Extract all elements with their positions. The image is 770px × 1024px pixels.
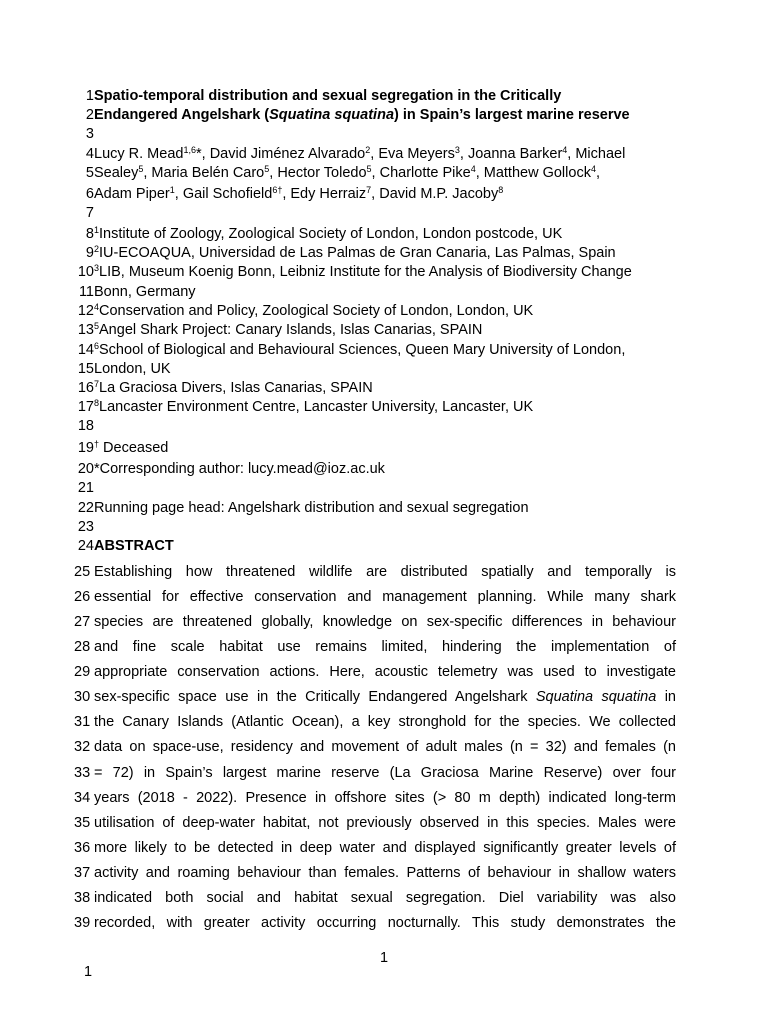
blank-line <box>84 205 94 222</box>
line-number: 16 <box>77 380 94 396</box>
line-number: 19 <box>77 440 94 456</box>
affiliation-7 <box>77 379 373 397</box>
abstract-line <box>74 714 676 731</box>
author: Maria Belén Caro <box>151 165 265 181</box>
author-separator: , <box>595 165 600 181</box>
affiliation-text: School of Biological and Behavioural Sciences, Queen Mary University of London, <box>99 342 626 358</box>
author: David Jiménez Alvarado <box>209 146 366 162</box>
author-separator: , <box>475 165 484 181</box>
line-number: 8 <box>85 226 94 242</box>
abstract-line <box>74 915 676 932</box>
affiliation-sup: 8 <box>94 398 100 408</box>
abstract-text: species are threatened globally, knowledge on sex-specific differences in behaviour <box>94 614 676 630</box>
abstract-heading-text: ABSTRACT <box>94 538 174 554</box>
line-number: 17 <box>77 399 94 415</box>
line-number: 25 <box>74 564 91 580</box>
authors-line-2 <box>84 165 600 182</box>
author-affiliation-sup: 4 <box>562 145 568 155</box>
author: Sealey <box>94 165 139 181</box>
title-line-2 <box>84 107 630 124</box>
line-number: 23 <box>77 519 94 535</box>
blank-line <box>84 126 94 143</box>
line-number: 36 <box>74 840 91 856</box>
deceased-text: Deceased <box>99 440 169 456</box>
dagger-sup: † <box>94 439 100 449</box>
line-number: 20 <box>77 461 94 477</box>
abstract-text: essential for effective conservation and management planning. While many shark <box>94 589 676 605</box>
title-text: Spatio-temporal distribution and sexual segregation in the Critically <box>94 88 562 104</box>
affiliation-sup: 4 <box>94 302 100 312</box>
author-separator: , <box>459 146 468 162</box>
abstract-line <box>74 890 676 907</box>
abstract-text: data on space-use, residency and movement of adult males (n = 32) and females (n <box>94 739 676 755</box>
abstract-text: appropriate conservation actions. Here, acoustic telemetry was used to investigate <box>94 664 676 680</box>
blank-line <box>77 418 94 435</box>
affiliation-text: Conservation and Policy, Zoological Society of London, London, UK <box>99 303 534 319</box>
author: Gail Schofield <box>182 186 273 202</box>
abstract-text: years (2018 - 2022). Presence in offshore sites (> 80 m depth) indicated long-term <box>94 790 676 806</box>
author-separator: , <box>143 165 152 181</box>
abstract-text: = 72) in Spain’s largest marine reserve (La Graciosa Marine Reserve) over four <box>94 765 676 781</box>
affiliation-text: Institute of Zoology, Zoological Society of London, London postcode, UK <box>99 226 563 242</box>
affiliation-6 <box>77 341 626 359</box>
affiliation-text: Angel Shark Project: Canary Islands, Islas Canarias, SPAIN <box>99 322 483 338</box>
line-number: 30 <box>74 689 91 705</box>
abstract-line <box>74 664 676 681</box>
abstract-text: sex-specific space use in the Critically Endangered Angelshark <box>94 689 536 705</box>
author-separator: , <box>371 165 380 181</box>
line-number: 6 <box>85 186 94 202</box>
author-affiliation-sup: 4 <box>590 164 596 174</box>
line-number: 22 <box>77 500 94 516</box>
abstract-line <box>74 739 676 756</box>
abstract-species: Squatina squatina <box>535 689 657 705</box>
line-number: 12 <box>77 303 94 319</box>
author: Joanna Barker <box>467 146 563 162</box>
line-number: 32 <box>74 739 91 755</box>
corresponding-author <box>77 461 385 478</box>
abstract-line <box>74 589 676 606</box>
abstract-line <box>74 564 676 581</box>
footer-line-number: 1 <box>84 964 93 980</box>
line-number: 9 <box>85 245 94 261</box>
title-text-pre: Endangered Angelshark ( <box>94 107 270 123</box>
affiliation-8 <box>77 398 534 416</box>
line-number: 7 <box>85 205 94 221</box>
author: Edy Herraiz <box>290 186 367 202</box>
affiliation-text: London, UK <box>94 361 171 377</box>
line-number: 37 <box>74 865 91 881</box>
affiliation-text: IU-ECOAQUA, Universidad de Las Palmas de Gran Canaria, Las Palmas, Spain <box>99 245 616 261</box>
line-number: 18 <box>77 418 94 434</box>
author: Adam Piper <box>94 186 170 202</box>
author-separator: *, <box>195 146 210 162</box>
line-number: 27 <box>74 614 91 630</box>
affiliation-sup: 1 <box>94 225 100 235</box>
running-head <box>77 500 529 517</box>
line-number: 13 <box>77 322 94 338</box>
affiliation-text: LIB, Museum Koenig Bonn, Leibniz Institute for the Analysis of Biodiversity Change <box>99 264 632 280</box>
line-number: 38 <box>74 890 91 906</box>
line-number: 29 <box>74 664 91 680</box>
line-number: 24 <box>77 538 94 554</box>
affiliation-sup: 6 <box>94 341 100 351</box>
authors-line-1 <box>84 146 625 163</box>
affiliation-sup: 7 <box>94 379 100 389</box>
affiliation-3-cont <box>78 284 196 301</box>
author-affiliation-sup: 6† <box>272 185 283 195</box>
affiliation-5 <box>77 321 483 339</box>
line-number: 2 <box>85 107 94 123</box>
affiliation-text: La Graciosa Divers, Islas Canarias, SPAIN <box>99 380 373 396</box>
abstract-line <box>74 614 676 631</box>
line-number: 4 <box>85 146 94 162</box>
abstract-text: in <box>656 689 676 705</box>
authors-line-3 <box>84 186 503 203</box>
affiliation-4 <box>77 302 534 320</box>
running-head-text: Running page head: Angelshark distribution and sexual segregation <box>94 500 529 516</box>
author-affiliation-sup: 1,6 <box>183 145 196 155</box>
author-affiliation-sup: 8 <box>498 185 504 195</box>
author-separator: , <box>174 186 183 202</box>
abstract-line <box>74 790 676 807</box>
abstract-text: the Canary Islands (Atlantic Ocean), a key stronghold for the species. We collected <box>94 714 676 730</box>
line-number: 10 <box>77 264 94 280</box>
abstract-text: utilisation of deep-water habitat, not previously observed in this species. Males were <box>94 815 676 831</box>
line-number: 5 <box>85 165 94 181</box>
blank-line <box>77 519 94 536</box>
author: David M.P. Jacoby <box>379 186 499 202</box>
abstract-line <box>74 815 676 832</box>
line-number: 35 <box>74 815 91 831</box>
corresponding-text: *Corresponding author: lucy.mead@ioz.ac.uk <box>94 461 385 477</box>
line-number: 3 <box>85 126 94 142</box>
author-separator: , Michael <box>567 146 626 162</box>
page-number: 1 <box>380 950 389 966</box>
abstract-text: activity and roaming behaviour than females. Patterns of behaviour in shallow waters <box>94 865 676 881</box>
author: Eva Meyers <box>378 146 455 162</box>
author-affiliation-sup: 4 <box>470 164 476 174</box>
author-affiliation-sup: 3 <box>454 145 460 155</box>
abstract-line <box>74 840 676 857</box>
affiliation-sup: 2 <box>94 244 100 254</box>
blank-line <box>77 480 94 497</box>
abstract-line <box>74 689 676 706</box>
abstract-text: Establishing how threatened wildlife are distributed spatially and temporally is <box>94 564 676 580</box>
abstract-text: recorded, with greater activity occurring nocturnally. This study demonstrates the <box>94 915 676 931</box>
abstract-line <box>74 865 676 882</box>
affiliation-sup: 3 <box>94 263 100 273</box>
line-number: 21 <box>77 480 94 496</box>
line-number: 34 <box>74 790 91 806</box>
abstract-heading <box>77 538 174 555</box>
title-line-1 <box>84 88 561 105</box>
abstract-text: and fine scale habitat use remains limited, hindering the implementation of <box>94 639 676 655</box>
title-text-post: ) in Spain’s largest marine reserve <box>394 107 630 123</box>
line-number: 33 <box>74 765 91 781</box>
affiliation-1 <box>84 226 562 243</box>
affiliation-text: Bonn, Germany <box>94 284 196 300</box>
author-affiliation-sup: 5 <box>264 164 270 174</box>
abstract-line <box>74 639 676 656</box>
author: Hector Toledo <box>277 165 367 181</box>
author-affiliation-sup: 2 <box>365 145 371 155</box>
author-separator: , <box>371 186 380 202</box>
affiliation-2 <box>84 245 616 262</box>
title-species: Squatina squatina <box>269 107 395 123</box>
author-affiliation-sup: 5 <box>366 164 372 174</box>
affiliation-text: Lancaster Environment Centre, Lancaster University, Lancaster, UK <box>99 399 534 415</box>
deceased-note <box>77 439 169 457</box>
author-separator: , <box>282 186 291 202</box>
author-affiliation-sup: 7 <box>366 185 372 195</box>
affiliation-6-cont <box>77 361 171 378</box>
affiliation-3 <box>77 263 632 281</box>
abstract-line <box>74 765 676 782</box>
line-number: 15 <box>77 361 94 377</box>
line-number: 14 <box>77 342 94 358</box>
line-number: 28 <box>74 639 91 655</box>
line-number: 39 <box>74 915 91 931</box>
line-number: 26 <box>74 589 91 605</box>
author-separator: , <box>370 146 379 162</box>
abstract-text: more likely to be detected in deep water and displayed significantly greater levels of <box>94 840 676 856</box>
author-separator: , <box>269 165 278 181</box>
abstract-text: indicated both social and habitat sexual segregation. Diel variability was also <box>94 890 676 906</box>
line-number: 11 <box>78 284 94 300</box>
author: Lucy R. Mead <box>94 146 184 162</box>
author-affiliation-sup: 5 <box>138 164 144 174</box>
line-number: 31 <box>74 714 91 730</box>
author: Matthew Gollock <box>483 165 591 181</box>
affiliation-sup: 5 <box>94 321 100 331</box>
line-number: 1 <box>85 88 94 104</box>
author-affiliation-sup: 1 <box>169 185 175 195</box>
author: Charlotte Pike <box>379 165 471 181</box>
